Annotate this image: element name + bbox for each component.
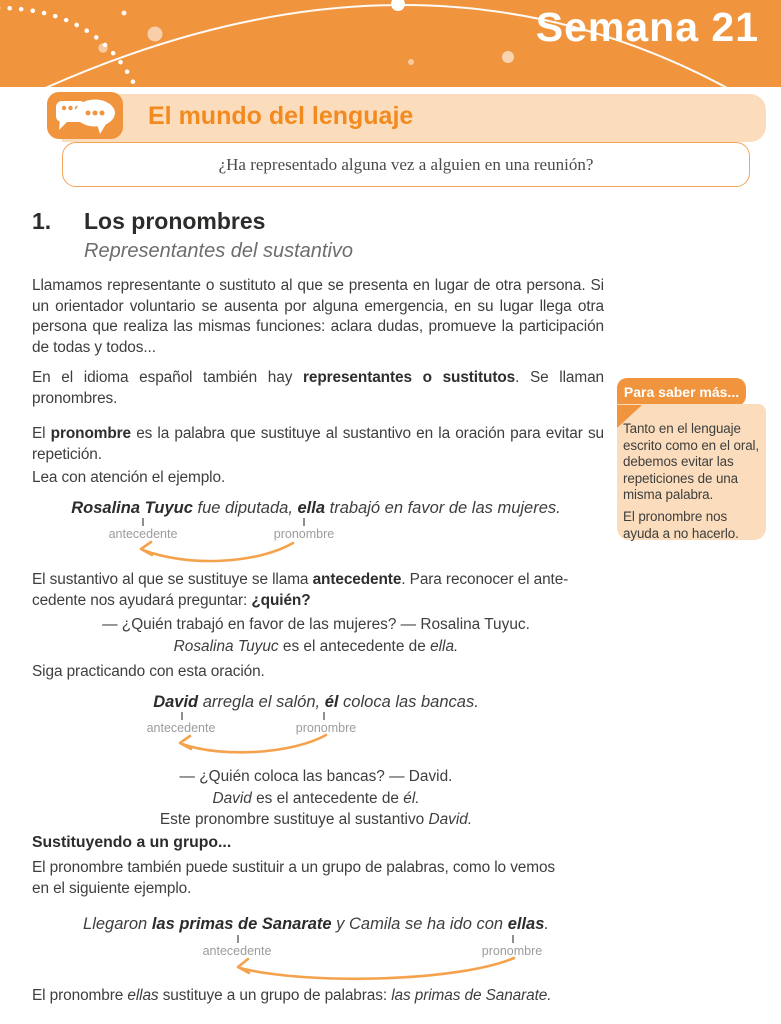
dialog-2-line-2: David es el antecedente de él. xyxy=(212,789,420,807)
tick xyxy=(181,712,183,720)
chat-bubbles-icon xyxy=(47,92,123,139)
paragraph-grupo: El pronombre también puede sustituir a un grupo de palabras, como lo vemos en el siguiente ejemplo. xyxy=(32,859,556,897)
example-2 xyxy=(32,692,600,758)
tick xyxy=(142,518,144,526)
paragraph-lea: Lea con atención el ejemplo. xyxy=(32,469,226,486)
paragraph-representantes: En el idioma español también hay representantes o sustitutos. Se llaman pronombres. xyxy=(32,369,604,407)
paragraph-antecedente: El sustantivo al que se sustituye se llama antecedente. Para reconocer el ante- cedente nos ayudará preguntar: ¿quién? xyxy=(32,571,569,609)
paragraph-intro: Llamamos representante o sustituto al que se presenta en lugar de otra persona. Si un orientador voluntario se ausenta por alguna emergencia, en su lugar llega otra persona que realiza las mismas funciones: aclara dudas, promueve la participación de todas y todos... xyxy=(32,277,604,356)
tick xyxy=(237,935,239,943)
dialog-2 xyxy=(32,766,600,831)
example-1 xyxy=(32,498,600,568)
example-3-sentence: Llegaron las primas de Sanarate y Camila se ha ido con ellas. xyxy=(83,915,549,933)
tick xyxy=(512,935,514,943)
label-antecedente: antecedente xyxy=(146,721,216,735)
decor-dot xyxy=(98,43,107,52)
sidebar-tail xyxy=(617,405,642,428)
dialog-1-line-1: — ¿Quién trabajó en favor de las mujeres? — Rosalina Tuyuc. xyxy=(102,616,530,633)
example-1-sentence: Rosalina Tuyuc fue diputada, ella trabajó en favor de las mujeres. xyxy=(71,499,561,517)
question-text: ¿Ha representado alguna vez a alguien en una reunión? xyxy=(218,154,594,174)
tick xyxy=(303,518,305,526)
sidebar-paragraph-2: El pronombre nos ayuda a no hacerlo. xyxy=(623,508,739,541)
example-3 xyxy=(32,914,600,986)
dotted-arc xyxy=(0,8,138,87)
label-pronombre: pronombre xyxy=(273,527,335,541)
week-label: Semana 21 xyxy=(535,4,759,50)
lesson-number: 1. xyxy=(32,208,52,234)
section-title: El mundo del lenguaje xyxy=(148,102,414,130)
tick xyxy=(323,712,325,720)
decor-dot xyxy=(391,0,405,11)
curved-arrow-icon xyxy=(135,540,300,568)
label-antecedente: antecedente xyxy=(202,944,272,958)
sidebar-title: Para saber más... xyxy=(623,384,740,400)
lesson-subtitle: Representantes del sustantivo xyxy=(84,240,354,262)
lesson-title: Los pronombres xyxy=(84,208,266,234)
label-pronombre: pronombre xyxy=(481,944,543,958)
paragraph-pronombre-def: El pronombre es la palabra que sustituye al sustantivo en la oración para evitar su repetición. xyxy=(32,425,604,463)
paragraph-conclusion: El pronombre ellas sustituye a un grupo de palabras: las primas de Sanarate. xyxy=(32,987,552,1004)
sidebar-header xyxy=(617,378,746,406)
dialog-1 xyxy=(32,614,600,657)
decor-dot xyxy=(502,51,514,63)
dialog-1-line-2: Rosalina Tuyuc es el antecedente de ella. xyxy=(173,637,459,655)
paragraph-siga: Siga practicando con esta oración. xyxy=(32,663,265,680)
label-antecedente: antecedente xyxy=(108,527,178,541)
decor-dot xyxy=(122,11,127,16)
label-pronombre: pronombre xyxy=(295,721,357,735)
dialog-2-line-3: Este pronombre sustituye al sustantivo David. xyxy=(159,811,473,828)
dialog-2-line-1: — ¿Quién coloca las bancas? — David. xyxy=(179,768,453,785)
example-2-sentence: David arregla el salón, él coloca las bancas. xyxy=(153,693,479,711)
decor-dot xyxy=(408,59,414,65)
question-box xyxy=(62,142,750,187)
decor-dot xyxy=(148,27,163,42)
group-heading: Sustituyendo a un grupo... xyxy=(32,834,232,851)
sidebar-paragraph-1: Tanto en el lenguaje escrito como en el oral, debemos evitar las repeticiones de una misma palabra. xyxy=(623,421,760,503)
header-band xyxy=(0,0,781,87)
curved-arrow-icon xyxy=(232,955,522,985)
curved-arrow-icon xyxy=(174,733,334,759)
